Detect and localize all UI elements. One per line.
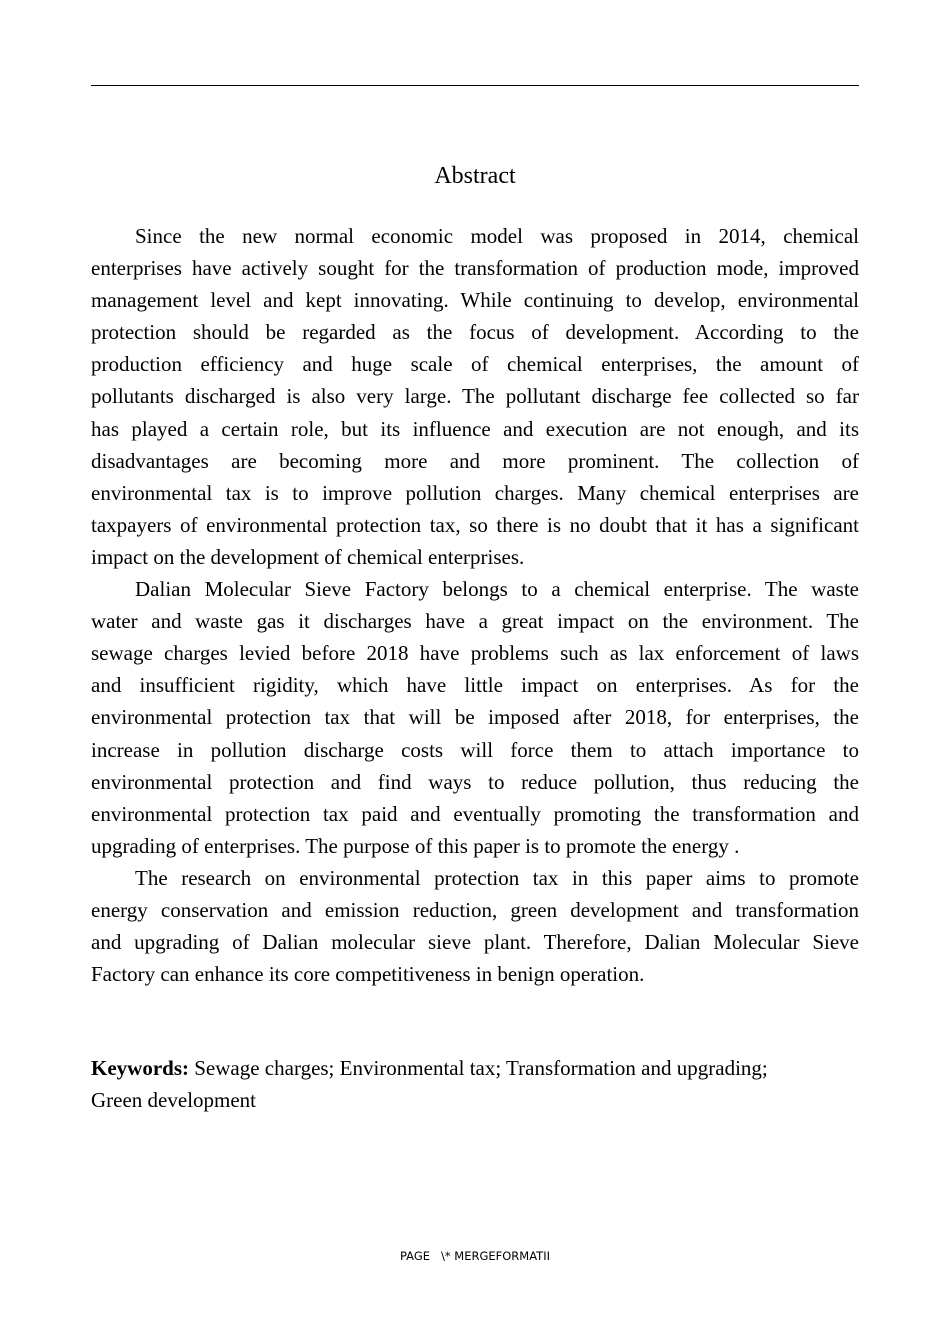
text-line: water and waste gas it discharges have a great impact on the environment. The bbox=[91, 609, 859, 634]
page-footer-field: PAGE \* MERGEFORMATII bbox=[399, 1249, 550, 1263]
paragraph-3 bbox=[91, 862, 859, 990]
keywords-values: Sewage charges; Environmental tax; Transformation and upgrading; bbox=[189, 1056, 768, 1080]
text-line: environmental protection and find ways to reduce pollution, thus reducing the bbox=[91, 769, 859, 794]
text-line: taxpayers of environmental protection tax, so there is no doubt that it has a significant bbox=[91, 512, 859, 537]
paragraph-2 bbox=[91, 573, 859, 862]
text-line: Since the new normal economic model was proposed in 2014, chemical bbox=[135, 224, 859, 248]
text-line: impact on the development of chemical enterprises. bbox=[91, 544, 525, 569]
text-line: The research on environmental protection tax in this paper aims to promote bbox=[135, 865, 859, 890]
keywords-line-continued: Green development bbox=[91, 1088, 257, 1112]
text-line: environmental protection tax paid and eventually promoting the transformation and bbox=[91, 801, 859, 826]
text-line: upgrading of enterprises. The purpose of this paper is to promote the energy . bbox=[91, 833, 740, 858]
text-line: has played a certain role, but its influence and execution are not enough, and its bbox=[91, 416, 859, 441]
text-line: disadvantages are becoming more and more prominent. The collection of bbox=[91, 448, 859, 473]
text-line: increase in pollution discharge costs will force them to attach importance to bbox=[91, 737, 859, 762]
text-line: protection should be regarded as the focus of development. According to the bbox=[91, 320, 859, 345]
keywords-section bbox=[91, 1052, 859, 1116]
keywords-line bbox=[91, 1052, 859, 1084]
text-line: Factory can enhance its core competitiveness in benign operation. bbox=[91, 962, 645, 987]
text-line: environmental protection tax that will be imposed after 2018, for enterprises, the bbox=[91, 705, 859, 730]
text-line: sewage charges levied before 2018 have problems such as lax enforcement of laws bbox=[91, 641, 859, 666]
abstract-title: Abstract bbox=[434, 163, 516, 189]
text-line: pollutants discharged is also very large. The pollutant discharge fee collected so far bbox=[91, 384, 859, 409]
keywords-label: Keywords: bbox=[91, 1056, 189, 1080]
abstract-body bbox=[91, 220, 859, 990]
text-line: management level and kept innovating. While continuing to develop, environmental bbox=[91, 288, 859, 313]
text-line: Dalian Molecular Sieve Factory belongs to a chemical enterprise. The waste bbox=[135, 577, 859, 602]
text-line: and upgrading of Dalian molecular sieve plant. Therefore, Dalian Molecular Sieve bbox=[91, 930, 859, 955]
header-rule bbox=[91, 85, 859, 86]
text-line: energy conservation and emission reduction, green development and transformation bbox=[91, 897, 859, 922]
text-line: production efficiency and huge scale of chemical enterprises, the amount of bbox=[91, 352, 859, 377]
text-line: and insufficient rigidity, which have little impact on enterprises. As for the bbox=[91, 673, 859, 698]
text-line: enterprises have actively sought for the transformation of production mode, improved bbox=[91, 256, 859, 281]
paragraph-1 bbox=[91, 220, 859, 573]
text-line: environmental tax is to improve pollution charges. Many chemical enterprises are bbox=[91, 480, 859, 505]
